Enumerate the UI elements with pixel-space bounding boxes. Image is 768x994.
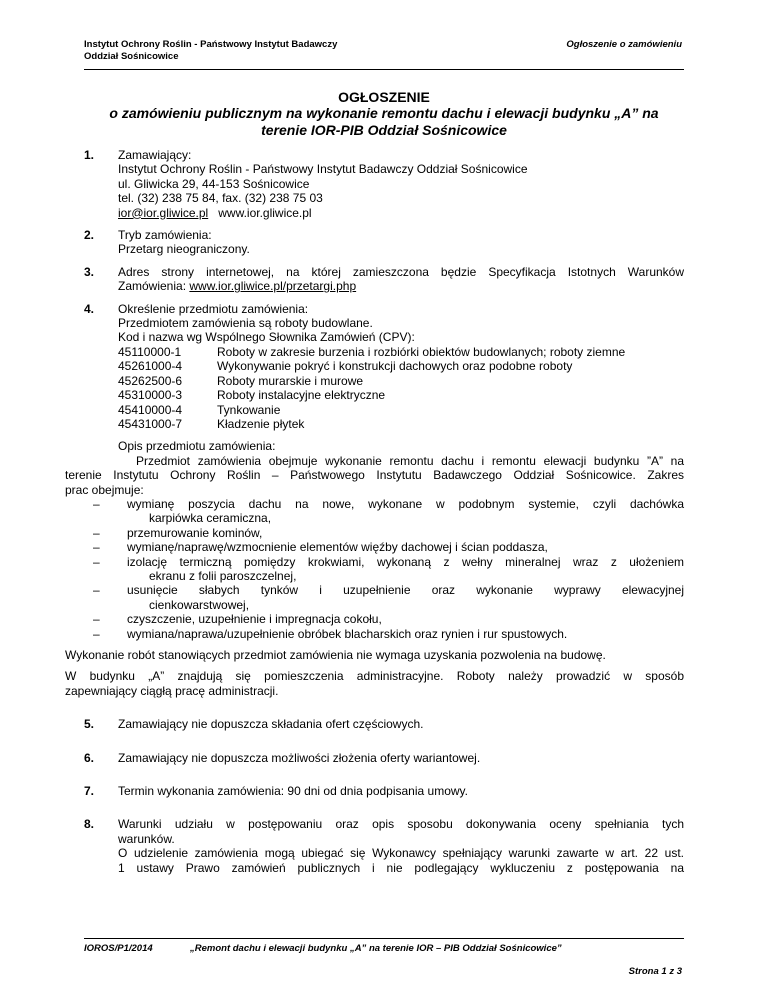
header-org-line1: Instytut Ochrony Roślin - Państwowy Instytut Badawczy	[84, 39, 338, 50]
section-text-line2: warunków.	[118, 831, 175, 846]
section-text: Termin wykonania zamówienia: 90 dni od dnia podpisania umowy.	[118, 784, 468, 799]
cpv-name: Wykonywanie pokryć i konstrukcji dachowych oraz podobne roboty	[217, 359, 573, 374]
list-item-text: wymianę/naprawę/wzmocnienie elementów więźby dachowej i ścian poddasza,	[127, 540, 548, 555]
footer-rule	[84, 938, 684, 939]
section-number: 7.	[84, 784, 95, 799]
section-number: 2.	[84, 228, 95, 243]
description-line3: prac obejmuje:	[65, 482, 144, 497]
tender-link[interactable]: www.ior.gliwice.pl/przetargi.php	[189, 279, 357, 294]
section-number: 5.	[84, 717, 95, 732]
section-text-line4: 1 ustawy Prawo zamówień publicznych i nie podlegający wykluczeniu z postępowania na	[118, 860, 684, 875]
authority-address: ul. Gliwicka 29, 44-153 Sośnicowice	[118, 176, 310, 191]
header-rule	[84, 69, 684, 70]
list-item-text: czyszczenie, uzupełnienie i impregnacja cokołu,	[127, 612, 382, 627]
scope-list	[84, 497, 684, 641]
section-number: 1.	[84, 148, 95, 162]
cpv-code: 45431000-7	[118, 416, 183, 431]
section-2-procedure	[84, 228, 684, 257]
header-org-line2: Oddział Sośnicowice	[84, 51, 179, 62]
section-5-partial-offers	[84, 717, 684, 731]
header-doc-type: Ogłoszenie o zamówieniu	[566, 39, 682, 50]
list-item-text-cont: cienkowarstwowej,	[149, 597, 250, 612]
section-8-conditions	[84, 817, 684, 875]
cpv-code: 45261000-4	[118, 359, 183, 374]
section-label: Zamawiający:	[118, 148, 192, 162]
section-number: 8.	[84, 817, 95, 832]
footer-reference: IOROS/P1/2014	[84, 943, 153, 954]
section-text-line3: O udzielenie zamówienia mogą ubiegać się Wykonawcy spełniający warunki zawarte w art. 22 ust.	[118, 846, 684, 861]
cpv-name: Roboty murarskie i murowe	[217, 373, 364, 388]
section-number: 4.	[84, 301, 95, 316]
section-number: 3.	[84, 264, 95, 279]
cpv-name: Tynkowanie	[217, 402, 281, 417]
description-line2: terenie Instytutu Ochrony Roślin – Państwowego Instytutu Badawczego Oddział Sośnicowice. Zakres	[65, 468, 684, 483]
cpv-row	[118, 359, 684, 373]
cpv-code: 45310000-3	[118, 388, 183, 403]
footer-title: „Remont dachu i elewacji budynku „A” na terenie IOR – PIB Oddział Sośnicowice”	[190, 943, 562, 954]
section-label: Określenie przedmiotu zamówienia:	[118, 301, 309, 316]
cpv-row	[118, 403, 684, 417]
page-subtitle	[40, 105, 728, 139]
cpv-list	[118, 345, 684, 431]
list-item-text-cont: karpiówka ceramiczna,	[149, 511, 272, 526]
section-label: Tryb zamówienia:	[118, 228, 212, 243]
email-link[interactable]: ior@ior.gliwice.pl	[118, 205, 209, 220]
page-number: Strona 1 z 3	[628, 966, 682, 977]
section-text: Zamawiający nie dopuszcza składania ofert częściowych.	[118, 717, 424, 732]
procedure-value: Przetarg nieograniczony.	[118, 242, 250, 257]
section-text: Adres strony internetowej, na której zamieszczona będzie Specyfikacja Istotnych Warunków	[118, 264, 684, 279]
list-item: – usunięcie słabych tynków i uzupełnienie oraz wykonanie wyprawy elewacyjnej cienkowarstwowej,	[93, 583, 684, 612]
subtitle-line2: terenie IOR-PIB Oddział Sośnicowice	[261, 122, 507, 138]
cpv-name: Roboty instalacyjne elektryczne	[217, 388, 386, 403]
cpv-row	[118, 374, 684, 388]
section-1-contracting-authority	[84, 148, 684, 220]
header-organization	[84, 39, 337, 63]
prefix-text: Zamówienia:	[118, 279, 190, 294]
authority-contact	[118, 206, 684, 220]
subtitle-line1: o zamówieniu publicznym na wykonanie remontu dachu i elewacji budynku „A” na	[109, 105, 659, 121]
cpv-name: Kładzenie płytek	[217, 416, 305, 431]
description-line1: Przedmiot zamówienia obejmuje wykonanie remontu dachu i remontu elewacji budynku ”A” na	[136, 453, 684, 468]
cpv-name: Roboty w zakresie burzenia i rozbiórki obiektów budowlanych; roboty ziemne	[217, 344, 626, 359]
document-body	[65, 148, 684, 875]
building-note	[65, 669, 684, 698]
list-item: – wymianę/naprawę/wzmocnienie elementów więźby dachowej i ścian poddasza,	[93, 540, 684, 554]
section-text: Zamawiający nie dopuszcza możliwości złożenia oferty wariantowej.	[118, 750, 481, 765]
list-item: – izolację termiczną pomiędzy krokwiami, wykonaną z wełny mineralnej wraz z ułożeniem ekranu z folii paroszczelnej,	[93, 554, 684, 583]
list-item-text: przemurowanie kominów,	[127, 525, 263, 540]
description-block	[65, 439, 684, 698]
list-item: – wymiana/naprawa/uzupełnienie obróbek blacharskich oraz rynien i rur spustowych.	[93, 627, 684, 641]
list-item: – przemurowanie kominów,	[93, 526, 684, 540]
list-item-text: wymiana/naprawa/uzupełnienie obróbek blacharskich oraz rynien i rur spustowych.	[127, 626, 568, 641]
building-note-line1: W budynku „A” znajdują się pomieszczenia administracyjne. Roboty należy prowadzić w sposób	[65, 669, 684, 684]
description-label: Opis przedmiotu zamówienia:	[118, 439, 276, 454]
list-item-text-cont: ekranu z folii paroszczelnej,	[149, 568, 297, 583]
section-4-subject	[84, 302, 684, 432]
cpv-row	[118, 345, 684, 359]
building-note-line2: zapewniający ciągłą pracę administracji.	[65, 683, 279, 698]
cpv-code: 45410000-4	[118, 402, 183, 417]
authority-phone: tel. (32) 238 75 84, fax. (32) 238 75 03	[118, 191, 323, 206]
cpv-code: 45262500-6	[118, 373, 183, 388]
list-item-text: wymianę poszycia dachu na nowe, wykonane w podobnym systemie, czyli dachówka	[127, 496, 684, 511]
cpv-code: 45110000-1	[118, 344, 182, 359]
section-text-line2	[118, 279, 684, 293]
list-item: – czyszczenie, uzupełnienie i impregnacja cokołu,	[93, 612, 684, 626]
section-text-line1: Warunki udziału w postępowaniu oraz opis sposobu dokonywania oceny spełniania tych	[118, 817, 684, 832]
list-item: – wymianę poszycia dachu na nowe, wykonane w podobnym systemie, czyli dachówka karpiówka ceramiczna,	[93, 496, 684, 526]
cpv-row	[118, 388, 684, 402]
section-7-deadline	[84, 784, 684, 798]
section-6-variant-offers	[84, 751, 684, 765]
cpv-label: Kod i nazwa wg Wspólnego Słownika Zamówień (CPV):	[118, 330, 415, 345]
permit-note: Wykonanie robót stanowiących przedmiot zamówienia nie wymaga uzyskania pozwolenia na budowę.	[65, 648, 606, 662]
subject-intro: Przedmiotem zamówienia są roboty budowlane.	[118, 316, 373, 331]
cpv-row	[118, 417, 684, 431]
list-item-text: usunięcie słabych tynków i uzupełnienie oraz wykonanie wyprawy elewacyjnej	[127, 583, 684, 598]
authority-name: Instytut Ochrony Roślin - Państwowy Instytut Badawczy Oddział Sośnicowice	[118, 162, 528, 177]
website-text: www.ior.gliwice.pl	[218, 205, 312, 220]
page-title: OGŁOSZENIE	[338, 89, 430, 105]
list-item-text: izolację termiczną pomiędzy krokwiami, wykonaną z wełny mineralnej wraz z ułożeniem	[127, 554, 684, 569]
section-3-website	[84, 265, 684, 294]
section-number: 6.	[84, 750, 95, 765]
